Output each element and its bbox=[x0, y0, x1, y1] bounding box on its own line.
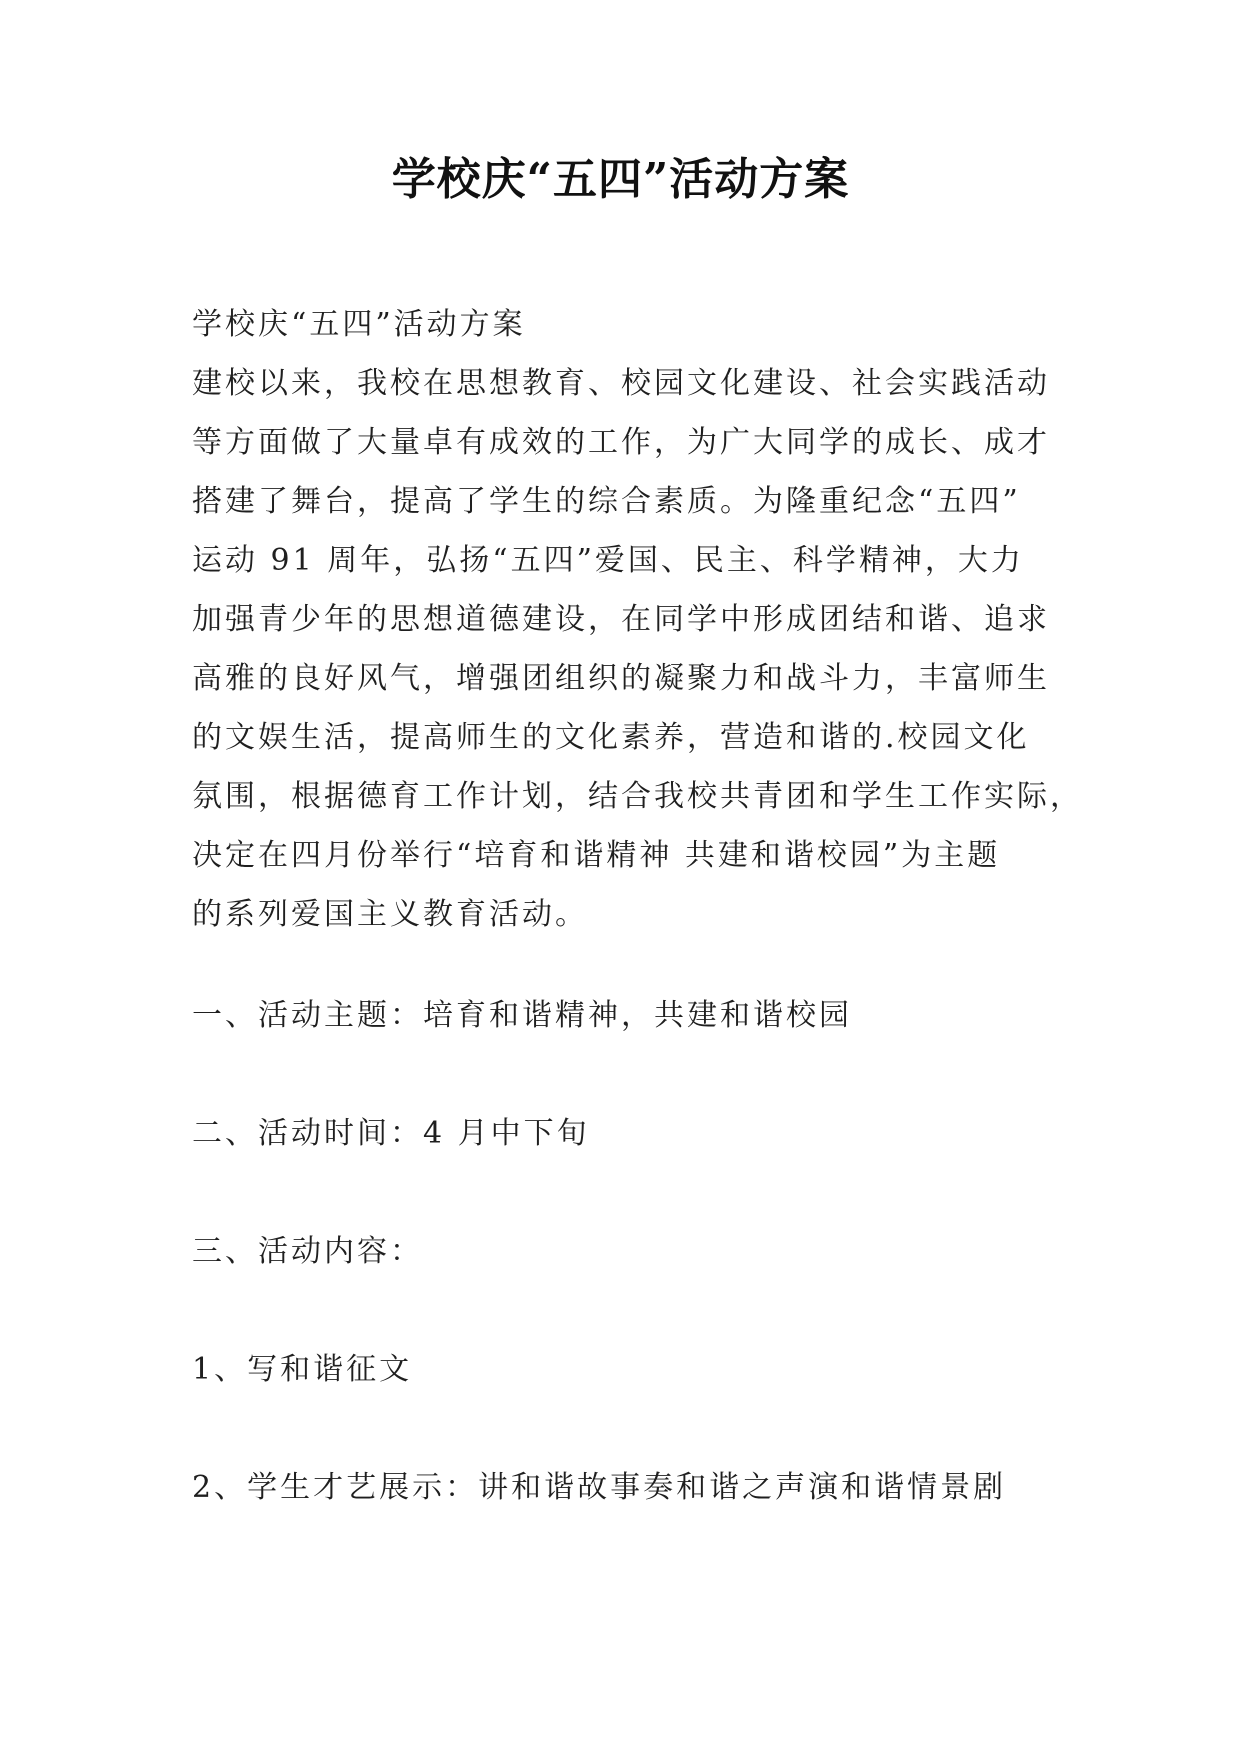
document-title: 学校庆“五四”活动方案 bbox=[391, 154, 850, 205]
intro-line: 决定在四月份举行“培育和谐精神 共建和谐校园”为主题 bbox=[192, 838, 1001, 873]
intro-line: 搭建了舞台，提高了学生的综合素质。为隆重纪念“五四” bbox=[192, 484, 1021, 519]
intro-line: 高雅的良好风气，增强团组织的凝聚力和战斗力，丰富师生 bbox=[192, 661, 1050, 696]
section-activity-theme: 一、活动主题：培育和谐精神，共建和谐校园 bbox=[192, 998, 852, 1033]
intro-line: 的文娱生活，提高师生的文化素养，营造和谐的.校园文化 bbox=[192, 720, 1030, 755]
intro-line: 学校庆“五四”活动方案 bbox=[192, 307, 526, 342]
section-item-essay: 1、写和谐征文 bbox=[192, 1352, 413, 1387]
section-item-talent-show: 2、学生才艺展示：讲和谐故事奏和谐之声演和谐情景剧 bbox=[192, 1470, 1007, 1505]
intro-line: 的系列爱国主义教育活动。 bbox=[192, 897, 588, 932]
intro-line: 等方面做了大量卓有成效的工作，为广大同学的成长、成才 bbox=[192, 425, 1050, 460]
intro-line: 加强青少年的思想道德建设，在同学中形成团结和谐、追求 bbox=[192, 602, 1050, 637]
section-activity-time: 二、活动时间：4 月中下旬 bbox=[192, 1116, 590, 1151]
section-activity-content: 三、活动内容： bbox=[192, 1234, 423, 1269]
intro-line: 建校以来，我校在思想教育、校园文化建设、社会实践活动 bbox=[192, 366, 1050, 401]
intro-paragraph bbox=[192, 295, 1083, 944]
intro-line: 氛围，根据德育工作计划，结合我校共青团和学生工作实际， bbox=[192, 779, 1083, 814]
intro-line: 运动 91 周年，弘扬“五四”爱国、民主、科学精神，大力 bbox=[192, 543, 1024, 578]
